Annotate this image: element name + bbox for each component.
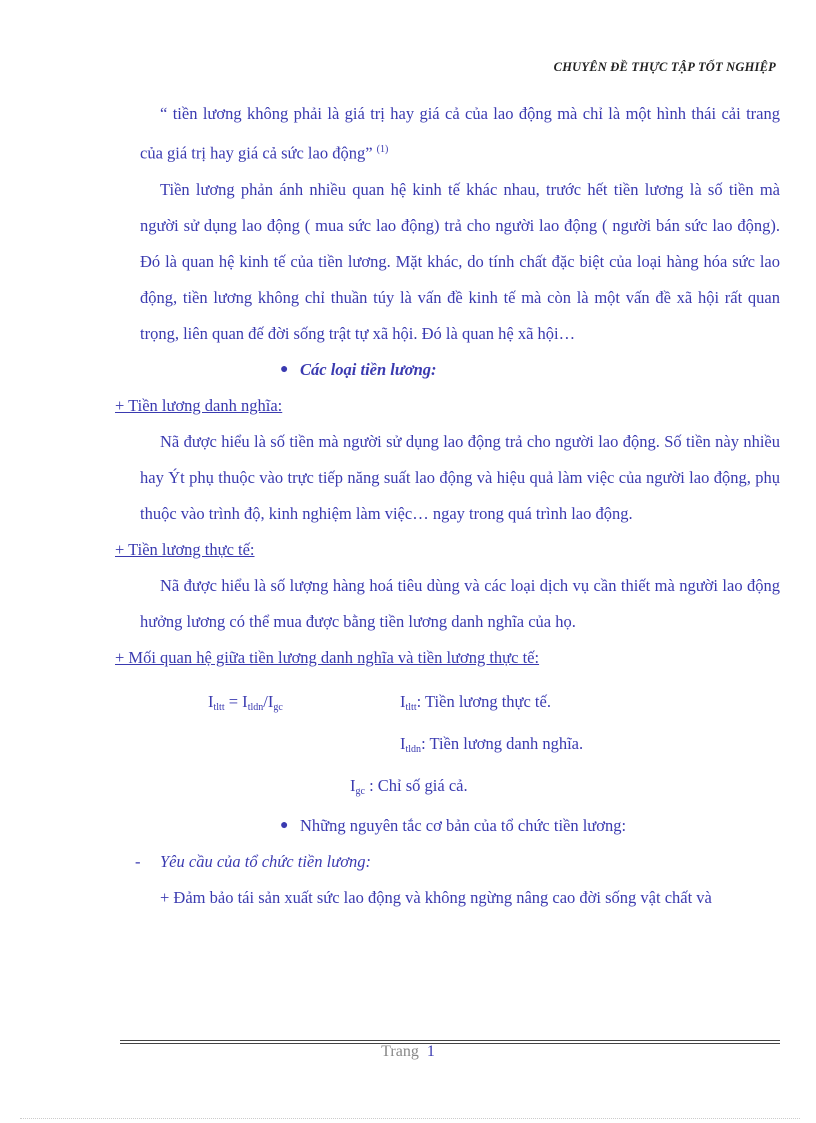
footnote-ref: (1) [376,144,389,155]
bullet-icon: ● [280,817,289,833]
page-boundary [20,1118,800,1119]
paragraph-nominal-wage: Nã được hiểu là số tiền mà người sử dụng lao động trả cho người lao động. Số tiền này nhiều hay Ýt phụ thuộc vào trực tiếp năng suất lao động và hiệu quả làm việc của người lao động, phụ thuộc vào trình độ, kinh nghiệm làm việc… ngay trong quá trình lao động. [140,431,780,523]
dash-item-requirements [135,844,780,880]
bullet-salary-types-label: Các loại tiền lương: [300,359,437,379]
dash-icon: - [135,851,141,871]
formula-row-3 [140,768,780,804]
heading-real-wage: + Tiền lương thực tế: [115,539,255,559]
heading-nominal-wage: + Tiền lương danh nghĩa: [115,395,283,415]
formula-def-nominal: $I_{tldn}$: Tiền lương danh nghĩa. [400,733,584,755]
page-footer [0,1043,816,1061]
dash-item-label: Yêu cầu của tổ chức tiền lương: [160,851,372,871]
running-header: CHUYÊN ĐỀ THỰC TẬP TỐT NGHIỆP [553,60,776,74]
bullet-principles-label: Những nguyên tắc cơ bản của tổ chức tiền lương: [300,815,627,835]
bullet-principles [140,808,780,844]
formula-def-price: $I_{gc}$ : Chỉ số giá cả. [350,775,468,797]
quote-text: “ tiền lương không phải là giá trị hay giá cả của lao động mà chỉ là một hình thái cải trang của giá trị hay giá cả sức lao động” [140,104,780,163]
heading-wage-relation: + Mối quan hệ giữa tiền lương danh nghĩa và tiền lương thực tế: [115,647,540,667]
formula-row-2 [140,726,780,762]
page-number: 1 [426,1043,435,1060]
document-body [115,96,780,916]
page-label: Trang [381,1043,419,1060]
paragraph-requirement-1: + Đảm bảo tái sản xuất sức lao động và không ngừng nâng cao đời sống vật chất và [160,887,712,907]
paragraph-relations: Tiền lương phản ánh nhiều quan hệ kinh tế khác nhau, trước hết tiền lương là số tiền mà người sử dụng lao động ( mua sức lao động) trả cho người lao động ( người bán sức lao động). Đó là quan hệ kinh tế của tiền lương. Mặt khác, do tính chất đặc biệt của loại hàng hóa sức lao động, tiền lương không chỉ thuần túy là vấn đề kinh tế mà còn là một vấn đề xã hội rất quan trọng, liên quan đế đời sống trật tự xã hội. Đó là quan hệ xã hội… [140,179,780,343]
bullet-salary-types [140,352,780,388]
formula-def-real: $I_{tltt}$: Tiền lương thực tế. [400,691,551,713]
paragraph-real-wage: Nã được hiểu là số lượng hàng hoá tiêu dùng và các loại dịch vụ cần thiết mà người lao động hưởng lương có thể mua được bằng tiền lương danh nghĩa của họ. [140,575,780,631]
bullet-icon: ● [280,361,289,377]
paragraph-quote [140,96,780,172]
formula-row-1 [140,684,780,720]
formula-main: $I_{tltt} = I_{tldn}/I_{gc}$ [208,691,283,713]
footer-rule-top [120,1040,780,1041]
